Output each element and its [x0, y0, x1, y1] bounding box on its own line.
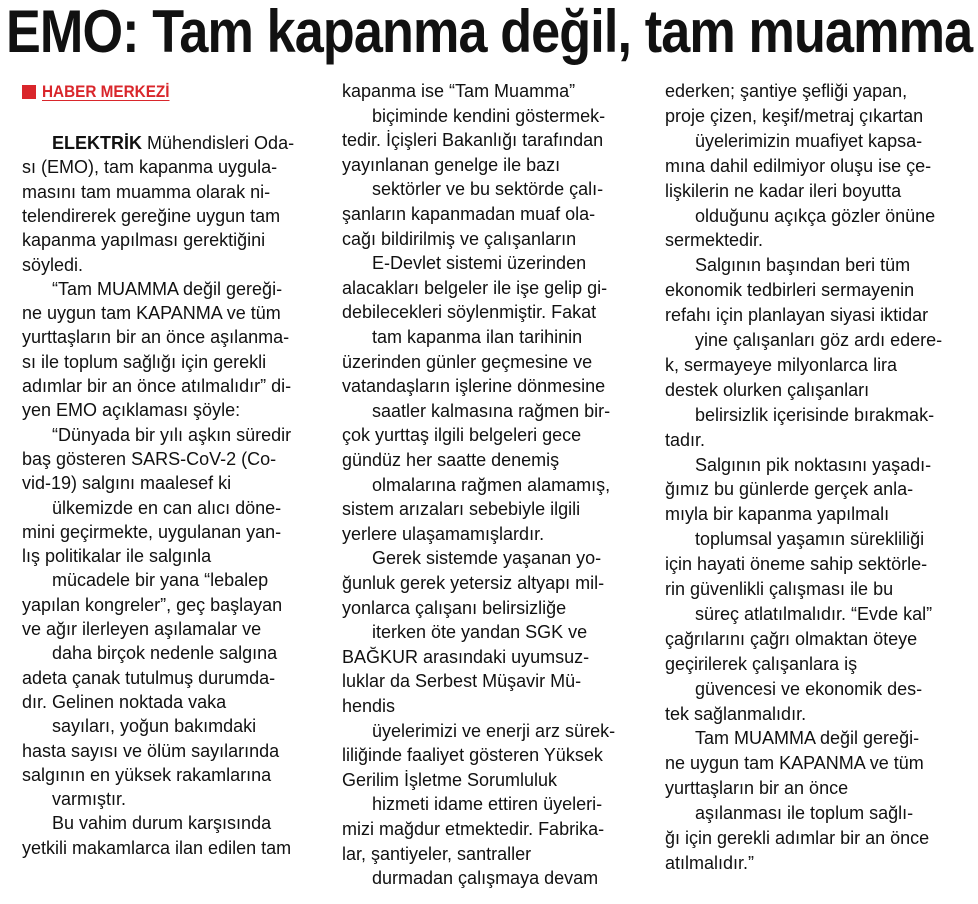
line-text: Salgının pik noktasını yaşadı- [695, 455, 932, 475]
line-text: şanların kapanmadan muaf ola- [342, 204, 596, 224]
article-line [342, 646, 589, 668]
article-line [665, 180, 901, 202]
line-text: yapılan kongreler”, geç başlayan [22, 595, 283, 615]
article-line [342, 400, 610, 422]
line-text: telendirerek gereğine uygun tam [22, 206, 281, 226]
article-line [665, 703, 806, 725]
line-text: yen EMO açıklaması şöyle: [22, 400, 241, 420]
line-text: salgının en yüksek rakamlarına [22, 765, 272, 785]
article-line [342, 351, 592, 373]
article-line [665, 379, 869, 401]
article-line [665, 429, 705, 451]
article-line [342, 793, 602, 815]
line-text: alacakları belgeler ile işe gelip gi- [342, 278, 608, 298]
line-text: güvencesi ve ekonomik des- [695, 679, 923, 699]
line-text: yayınlanan genelge ile bazı [342, 155, 561, 175]
article-line [342, 695, 395, 717]
article-line [665, 279, 914, 301]
line-text: saatler kalmasına rağmen bir- [372, 401, 611, 421]
line-text: ülkemizde en can alıcı döne- [52, 498, 282, 518]
article-line [22, 740, 279, 762]
article-line [665, 777, 848, 799]
article-line [22, 399, 240, 421]
article-line [22, 254, 83, 276]
article-line [342, 572, 604, 594]
line-text: masını tam muamma olarak ni- [22, 182, 271, 202]
article-line [342, 424, 581, 446]
article-line [342, 498, 580, 520]
article-line [665, 304, 928, 326]
line-text: ğımız bu günlerde gerçek anla- [665, 479, 914, 499]
line-text: için hayati öneme sahip sektörle- [665, 554, 928, 574]
article-line [342, 449, 559, 471]
line-text: iterken öte yandan SGK ve [372, 622, 588, 642]
article-line [22, 302, 281, 324]
line-text: üyelerimizin muafiyet kapsa- [695, 131, 923, 151]
line-text: refahı için planlayan siyasi iktidar [665, 305, 929, 325]
line-text: vatandaşların işlerine dönmesine [342, 376, 606, 396]
line-text: sektörler ve bu sektörde çalı- [372, 179, 604, 199]
article-line [342, 228, 576, 250]
line-text: sayıları, yoğun bakımdaki [52, 716, 257, 736]
article-line [342, 203, 595, 225]
line-text: destek olurken çalışanları [665, 380, 870, 400]
line-text: tadır. [665, 430, 706, 450]
line-text: ne uygun tam KAPANMA ve tüm [22, 303, 281, 323]
line-text: liliğinde faaliyet gösteren Yüksek [342, 745, 603, 765]
line-text: kapanma ise “Tam Muamma” [342, 81, 576, 101]
article-line [665, 653, 857, 675]
article-line [665, 80, 907, 102]
line-text: yurttaşların bir an önce aşılanma- [22, 327, 290, 347]
article-line [22, 642, 277, 664]
article-line [342, 744, 603, 766]
article-line [665, 354, 897, 376]
article-line [342, 597, 566, 619]
article-line [22, 521, 281, 543]
article-line [22, 594, 282, 616]
line-text: cağı bildirilmiş ve çalışanların [342, 229, 577, 249]
headline: EMO: Tam kapanma değil, tam muamma [6, 0, 973, 65]
article-line [342, 843, 531, 865]
article-line [342, 252, 586, 274]
line-text: Gerek sistemde yaşanan yo- [372, 548, 602, 568]
article-line [665, 503, 889, 525]
line-text: proje çizen, keşif/metraj çıkartan [665, 106, 924, 126]
line-text: yurttaşların bir an önce [665, 778, 849, 798]
article-line [22, 691, 226, 713]
article-line [665, 105, 923, 127]
article-line [665, 229, 763, 251]
article-line [342, 547, 601, 569]
article-line [665, 678, 922, 700]
line-text: olduğunu açıkça gözler önüne [695, 206, 936, 226]
line-text: Gerilim İşletme Sorumluluk [342, 770, 558, 790]
line-text: Mühendisleri Oda- [142, 133, 295, 153]
line-text: Tam MUAMMA değil gereği- [695, 728, 920, 748]
line-text: mücadele bir yana “lebalep [52, 570, 269, 590]
line-text: lişkilerin ne kadar ileri boyutta [665, 181, 902, 201]
article-line [665, 852, 754, 874]
line-text: adımlar bir an önce atılmalıdır” di- [22, 376, 292, 396]
line-text: üyelerimizi ve enerji arz sürek- [372, 721, 616, 741]
line-text: tam kapanma ilan tarihinin [372, 327, 583, 347]
line-text: geçirilerek çalışanlara iş [665, 654, 858, 674]
line-text: hizmeti idame ettiren üyeleri- [372, 794, 603, 814]
article-line [22, 351, 266, 373]
line-text: aşılanması ile toplum sağlı- [695, 803, 914, 823]
line-text: rin güvenlikli çalışması ile bu [665, 579, 894, 599]
article-line [342, 720, 615, 742]
line-text: Bu vahim durum karşısında [52, 813, 272, 833]
article-line [665, 827, 929, 849]
line-text: lış politikalar ile salgınla [22, 546, 212, 566]
line-text: çağrılarını çağrı olmaktan öteye [665, 629, 918, 649]
article-line [665, 528, 924, 550]
article-line [22, 812, 271, 834]
line-text: luklar da Serbest Müşavir Mü- [342, 671, 582, 691]
line-text: baş gösteren SARS-CoV-2 (Co- [22, 449, 277, 469]
article-line [22, 229, 265, 251]
article-line [342, 523, 544, 545]
line-text: “Tam MUAMMA değil gereği- [52, 279, 283, 299]
article-line [22, 472, 231, 494]
article-line [22, 278, 282, 300]
article-line [22, 764, 271, 786]
line-text: vid-19) salgını maalesef ki [22, 473, 232, 493]
line-text: sı (EMO), tam kapanma uygula- [22, 157, 278, 177]
line-text: tek sağlanmalıdır. [665, 704, 807, 724]
article-line [342, 621, 587, 643]
article-line [665, 130, 922, 152]
line-text: ğı için gerekli adımlar bir an önce [665, 828, 930, 848]
article-line [665, 404, 934, 426]
line-text: durmadan çalışmaya devam [372, 868, 599, 888]
line-text: yine çalışanları göz ardı edere- [695, 330, 943, 350]
article-line [665, 578, 893, 600]
line-text: daha birçok nedenle salgına [52, 643, 278, 663]
article-line [665, 478, 913, 500]
line-text: ğunluk gerek yetersiz altyapı mil- [342, 573, 605, 593]
line-text: sı ile toplum sağlığı için gerekli [22, 352, 267, 372]
article-line [665, 802, 913, 824]
line-text: k, sermayeye milyonlarca lira [665, 355, 898, 375]
line-text: gündüz her saatte denemiş [342, 450, 560, 470]
article-line [22, 715, 256, 737]
article-line [342, 105, 605, 127]
line-text: kapanma yapılması gerektiğini [22, 230, 266, 250]
article-line [22, 205, 280, 227]
lead-word: ELEKTRİK [52, 133, 142, 153]
article-line [665, 628, 917, 650]
line-text: yetkili makamlarca ilan edilen tam [22, 838, 292, 858]
line-text: biçiminde kendini göstermek- [372, 106, 606, 126]
article-line [342, 670, 581, 692]
article-line [342, 80, 575, 102]
line-text: mına dahil edilmiyor oluşu ise çe- [665, 156, 932, 176]
article-line [22, 569, 268, 591]
article-line [665, 553, 927, 575]
article-line [665, 155, 931, 177]
line-text: dır. Gelinen noktada vaka [22, 692, 227, 712]
byline [22, 80, 184, 104]
line-text: yonlarca çalışanı belirsizliğe [342, 598, 567, 618]
article-line [22, 375, 291, 397]
article-line [665, 205, 935, 227]
article-line [342, 474, 610, 496]
article-line [22, 181, 270, 203]
article-line [342, 301, 596, 323]
article-line [22, 545, 211, 567]
article-line [22, 788, 126, 810]
line-text: ederken; şantiye şefliği yapan, [665, 81, 908, 101]
line-text: sermektedir. [665, 230, 764, 250]
article-line [342, 867, 598, 889]
line-text: varmıştır. [52, 789, 127, 809]
article-line [342, 277, 607, 299]
line-text: süreç atlatılmalıdır. “Evde kal” [695, 604, 933, 624]
article-line [342, 769, 557, 791]
byline-text: HABER MERKEZİ [42, 82, 170, 101]
line-text: yerlere ulaşamamışlardır. [342, 524, 545, 544]
line-text: ve ağır ilerleyen aşılamalar ve [22, 619, 262, 639]
article-line [342, 154, 560, 176]
line-text: Salgının başından beri tüm [695, 255, 911, 275]
line-text: mini geçirmekte, uygulanan yan- [22, 522, 282, 542]
article-line [665, 254, 910, 276]
article-line [22, 837, 291, 859]
article-line [665, 454, 931, 476]
article-line [665, 329, 942, 351]
article-line [22, 448, 276, 470]
line-text: toplumsal yaşamın sürekliliği [695, 529, 925, 549]
line-text: adeta çanak tutulmuş durumda- [22, 668, 276, 688]
article-line [342, 178, 603, 200]
line-text: üzerinden günler geçmesine ve [342, 352, 593, 372]
line-text: mizi mağdur etmektedir. Fabrika- [342, 819, 605, 839]
line-text: debilecekleri söylenmiştir. Fakat [342, 302, 597, 322]
line-text: lar, şantiyeler, santraller [342, 844, 532, 864]
article-line [22, 497, 281, 519]
article-line [342, 818, 604, 840]
line-text: ne uygun tam KAPANMA ve tüm [665, 753, 924, 773]
red-square-icon [22, 85, 36, 99]
line-text: BAĞKUR arasındaki uyumsuz- [342, 647, 590, 667]
line-text: tedir. İçişleri Bakanlığı tarafından [342, 130, 604, 150]
line-text: belirsizlik içerisinde bırakmak- [695, 405, 935, 425]
line-text: çok yurttaş ilgili belgeleri gece [342, 425, 582, 445]
line-text: atılmalıdır.” [665, 853, 755, 873]
article-line [22, 132, 294, 154]
article-line [342, 326, 582, 348]
line-text: ekonomik tedbirleri sermayenin [665, 280, 915, 300]
line-text: E-Devlet sistemi üzerinden [372, 253, 587, 273]
line-text: mıyla bir kapanma yapılmalı [665, 504, 890, 524]
article-line [342, 375, 605, 397]
article-line [22, 618, 261, 640]
article-line [665, 727, 919, 749]
article-line [22, 326, 289, 348]
article-line [22, 424, 291, 446]
line-text: hasta sayısı ve ölüm sayılarında [22, 741, 280, 761]
line-text: söyledi. [22, 255, 84, 275]
article-line [665, 603, 932, 625]
line-text: hendis [342, 696, 396, 716]
article-line [342, 129, 603, 151]
line-text: olmalarına rağmen alamamış, [372, 475, 611, 495]
article-line [22, 667, 275, 689]
article-line [665, 752, 924, 774]
article-line [22, 156, 277, 178]
line-text: sistem arızaları sebebiyle ilgili [342, 499, 581, 519]
line-text: “Dünyada bir yılı aşkın süredir [52, 425, 292, 445]
